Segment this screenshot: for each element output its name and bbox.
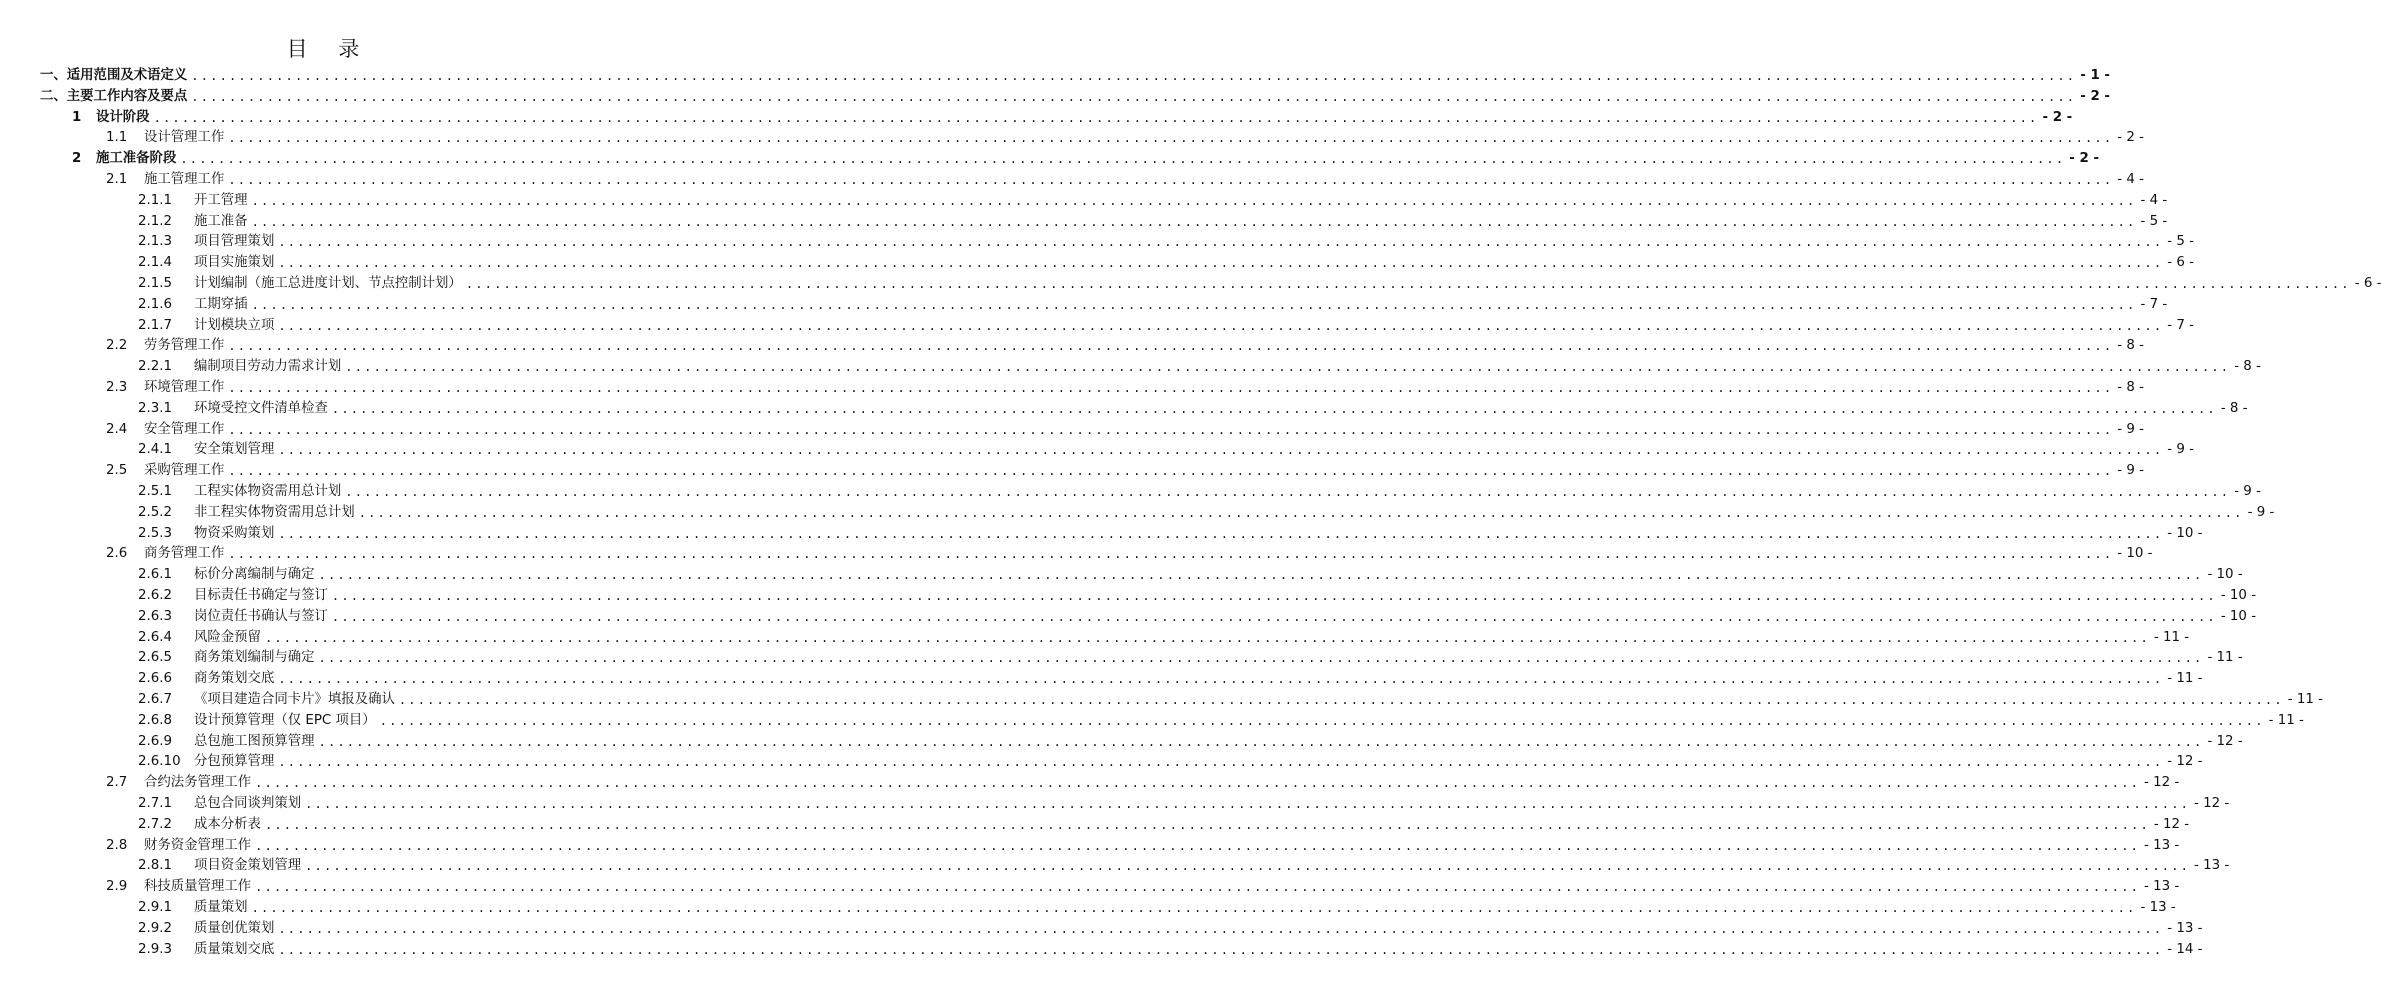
toc-entry-number: 2.1.2 <box>138 213 173 229</box>
toc-entry-number: 2.9.2 <box>138 920 173 936</box>
toc-entry-number: 2.6.4 <box>138 629 173 645</box>
toc-leader-dots: ........................................................................................................................................................................................................ <box>278 443 2164 458</box>
toc-entry[interactable] <box>138 628 2190 649</box>
toc-entry-label: 施工准备阶段 <box>96 151 177 167</box>
toc-entry-number: 2.6.9 <box>138 733 173 749</box>
toc-entry-page: - 10 - <box>2207 567 2243 583</box>
toc-entry[interactable] <box>138 690 2323 711</box>
toc-entry-number: 2.1.6 <box>138 296 173 312</box>
toc-leader-dots: ........................................................................................................................................................................................................ <box>228 547 2114 562</box>
toc-entry-label: 项目管理策划 <box>194 234 275 250</box>
toc-entry[interactable] <box>138 440 2194 461</box>
toc-entry-label: 工期穿插 <box>194 296 248 312</box>
toc-entry-label: 采购管理工作 <box>144 463 225 479</box>
toc-entry[interactable] <box>138 357 2261 378</box>
toc-leader-dots: ........................................................................................................................................................................................................ <box>318 734 2204 749</box>
toc-entry[interactable] <box>106 420 2144 441</box>
toc-entry-page: - 10 - <box>2220 588 2257 603</box>
toc-entry-page: - 2 - <box>2080 88 2110 104</box>
toc-entry-number: 2.5.3 <box>138 525 173 541</box>
toc-entry-label: 项目资金策划管理 <box>194 858 302 874</box>
toc-entry-label: 环境受控文件清单检查 <box>194 400 328 416</box>
toc-entry-number: 2.9 <box>106 879 128 895</box>
toc-leader-dots: ........................................................................................................................................................................................................ <box>264 817 2150 832</box>
toc-leader-dots: ........................................................................................................................................................................................................ <box>278 526 2164 541</box>
toc-entry[interactable] <box>138 648 2243 669</box>
toc-entry[interactable] <box>138 898 2176 919</box>
toc-entry[interactable] <box>138 711 2304 732</box>
toc-entry[interactable] <box>138 482 2261 503</box>
toc-entry-number: 2.6.7 <box>138 692 173 707</box>
toc-leader-dots: ........................................................................................................................................................................................................ <box>228 422 2114 437</box>
toc-entry-page: - 12 - <box>2194 796 2230 811</box>
toc-entry-number: 2.4 <box>106 421 128 437</box>
toc-entry-label: 二、主要工作内容及要点 <box>40 88 188 104</box>
toc-entry-label: 商务策划编制与确定 <box>194 650 315 666</box>
toc-entry-page: - 14 - <box>2167 941 2203 957</box>
toc-entry-number: 2.2 <box>106 338 128 354</box>
toc-leader-dots: ........................................................................................................................................................................................................ <box>251 901 2137 915</box>
toc-entry-number: 2.5.1 <box>138 484 173 499</box>
toc-leader-dots: ........................................................................................................................................................................................................ <box>153 110 2039 125</box>
toc-entry-label: 设计阶段 <box>96 109 150 125</box>
toc-entry-label: 科技质量管理工作 <box>144 879 252 895</box>
toc-entry-number: 2.3 <box>106 380 128 395</box>
toc-leader-dots: ........................................................................................................................................................................................................ <box>251 193 2137 208</box>
toc-entry-number: 2.6.2 <box>138 588 173 603</box>
toc-entry[interactable] <box>138 316 2194 337</box>
toc-leader-dots: ........................................................................................................................................................................................................ <box>255 776 2141 791</box>
toc-entry-number: 2.6.10 <box>138 754 181 770</box>
toc-entry-page: - 10 - <box>2167 525 2203 541</box>
toc-leader-dots: ........................................................................................................................................................................................................ <box>278 235 2164 250</box>
toc-entry-page: - 2 - <box>2042 109 2073 125</box>
toc-entry-page: - 8 - <box>2220 400 2248 416</box>
toc-entry-page: - 11 - <box>2207 650 2243 666</box>
toc-entry-number: 2.7 <box>106 775 128 791</box>
toc-entry-label: 设计预算管理（仅 EPC 项目） <box>194 712 376 728</box>
toc-entry-page: - 6 - <box>2354 276 2381 291</box>
toc-entry-number: 2.9.3 <box>138 941 173 957</box>
toc-entry[interactable] <box>138 212 2168 233</box>
toc-entry[interactable] <box>138 524 2203 545</box>
toc-entry-page: - 12 - <box>2167 754 2203 770</box>
toc-title: 目 录 <box>286 37 372 61</box>
toc-entry-number: 2.1.3 <box>138 234 173 250</box>
toc-entry[interactable] <box>106 461 2144 482</box>
toc-entry-label: 施工准备 <box>194 213 248 229</box>
toc-entry-number: 2 <box>72 151 82 167</box>
toc-entry-page: - 13 - <box>2167 920 2203 936</box>
toc-entry-page: - 8 - <box>2234 359 2261 375</box>
toc-entry-label: 一、适用范围及术语定义 <box>40 68 188 83</box>
toc-entry-label: 开工管理 <box>194 192 248 208</box>
toc-entry[interactable] <box>106 336 2144 357</box>
toc-entry-number: 2.6.3 <box>138 608 173 624</box>
toc-entry-label: 安全管理工作 <box>144 421 225 437</box>
toc-entry[interactable] <box>138 232 2194 253</box>
toc-entry-number: 2.3.1 <box>138 400 173 416</box>
toc-entry-label: 分包预算管理 <box>194 754 275 770</box>
toc-entry-number: 2.1.1 <box>138 192 173 208</box>
toc-entry-label: 非工程实体物资需用总计划 <box>194 504 355 520</box>
toc-entry[interactable] <box>138 732 2243 753</box>
toc-entry-label: 工程实体物资需用总计划 <box>194 484 342 499</box>
toc-entry-page: - 1 - <box>2080 68 2110 83</box>
toc-entry-number: 2.1 <box>106 172 128 187</box>
toc-entry-number: 2.8 <box>106 837 128 853</box>
toc-entry-page: - 13 - <box>2194 858 2230 874</box>
toc-entry-label: 施工管理工作 <box>144 172 225 187</box>
toc-entry-label: 商务管理工作 <box>144 546 225 562</box>
toc-entry[interactable] <box>106 378 2144 399</box>
toc-entry[interactable] <box>138 565 2243 586</box>
toc-entry-number: 1 <box>72 109 82 125</box>
toc-entry-page: - 2 - <box>2117 130 2144 146</box>
toc-entry-number: 2.5.2 <box>138 504 173 520</box>
toc-entry-page: - 13 - <box>2144 837 2180 853</box>
toc-leader-dots: ........................................................................................................................................................................................................ <box>228 131 2114 146</box>
toc-entry-number: 2.1.7 <box>138 317 173 333</box>
toc-entry-page: - 10 - <box>2220 608 2257 624</box>
toc-entry-number: 2.6.1 <box>138 567 173 583</box>
toc-entry-page: - 11 - <box>2153 629 2190 645</box>
toc-entry-page: - 7 - <box>2140 296 2168 312</box>
toc-entry-page: - 13 - <box>2140 900 2176 915</box>
toc-leader-dots: ........................................................................................................................................................................................................ <box>278 318 2164 333</box>
toc-entry-label: 质量策划交底 <box>194 941 275 957</box>
toc-leader-dots: ........................................................................................................................................................................................................ <box>278 921 2164 936</box>
toc-leader-dots: ........................................................................................................................................................................................................ <box>251 214 2137 229</box>
toc-leader-dots: ........................................................................................................................................................................................................ <box>264 630 2150 645</box>
toc-leader-dots: ........................................................................................................................................................................................................ <box>191 69 2077 83</box>
toc-entry[interactable] <box>138 503 2275 524</box>
toc-entry-page: - 13 - <box>2144 879 2180 895</box>
toc-leader-dots: ........................................................................................................................................................................................................ <box>331 589 2217 603</box>
toc-entry-label: 设计管理工作 <box>144 130 225 146</box>
toc-entry[interactable] <box>138 607 2257 628</box>
toc-entry[interactable] <box>138 295 2168 316</box>
toc-leader-dots: ........................................................................................................................................................................................................ <box>465 277 2351 291</box>
toc-entry[interactable] <box>138 752 2203 773</box>
toc-entry[interactable] <box>106 170 2144 191</box>
toc-entry[interactable] <box>72 108 2073 129</box>
toc-entry-label: 物资采购策划 <box>194 525 275 541</box>
toc-entry[interactable] <box>138 856 2230 877</box>
toc-leader-dots: ........................................................................................................................................................................................................ <box>180 152 2066 167</box>
toc-entry-page: - 11 - <box>2268 712 2304 728</box>
toc-entry-number: 2.7.1 <box>138 796 173 811</box>
toc-entry-number: 2.4.1 <box>138 442 173 458</box>
toc-leader-dots: ........................................................................................................................................................................................................ <box>331 401 2217 416</box>
toc-entry-page: - 10 - <box>2117 546 2153 562</box>
toc-entry-label: 编制项目劳动力需求计划 <box>194 359 342 375</box>
toc-entry[interactable] <box>40 66 2110 87</box>
toc-entry[interactable] <box>106 773 2180 794</box>
toc-leader-dots: ........................................................................................................................................................................................................ <box>305 797 2191 811</box>
toc-leader-dots: ........................................................................................................................................................................................................ <box>228 339 2114 354</box>
toc-entry-page: - 7 - <box>2167 317 2194 333</box>
toc-entry[interactable] <box>106 877 2180 898</box>
toc-leader-dots: ........................................................................................................................................................................................................ <box>379 713 2265 728</box>
toc-entry-label: 项目实施策划 <box>194 255 275 271</box>
toc-leader-dots: ........................................................................................................................................................................................................ <box>398 693 2284 707</box>
toc-entry-label: 成本分析表 <box>194 816 261 832</box>
toc-entry[interactable] <box>138 253 2194 274</box>
toc-leader-dots: ........................................................................................................................................................................................................ <box>331 609 2217 624</box>
toc-entry-page: - 5 - <box>2167 234 2194 250</box>
toc-leader-dots: ........................................................................................................................................................................................................ <box>228 464 2114 479</box>
toc-entry[interactable] <box>138 586 2257 607</box>
toc-entry-page: - 2 - <box>2069 151 2100 167</box>
toc-entry[interactable] <box>138 919 2203 940</box>
toc-leader-dots: ........................................................................................................................................................................................................ <box>255 880 2141 895</box>
toc-entry-label: 总包施工图预算管理 <box>194 733 315 749</box>
toc-entry-number: 2.6 <box>106 546 128 562</box>
toc-entry-label: 计划编制（施工总进度计划、节点控制计划） <box>194 276 462 291</box>
toc-entry[interactable] <box>72 149 2100 170</box>
toc-entry[interactable] <box>138 794 2230 815</box>
toc-entry-page: - 9 - <box>2247 504 2275 520</box>
toc-entry[interactable] <box>138 669 2203 690</box>
toc-entry-label: 财务资金管理工作 <box>144 837 252 853</box>
toc-entry-page: - 4 - <box>2140 192 2168 208</box>
toc-entry-number: 2.2.1 <box>138 359 173 375</box>
toc-entry-number: 2.1.4 <box>138 255 173 271</box>
toc-entry-page: - 9 - <box>2117 421 2144 437</box>
toc-leader-dots: ........................................................................................................................................................................................................ <box>345 485 2231 499</box>
toc-entry-label: 安全策划管理 <box>194 442 275 458</box>
toc-entry-page: - 12 - <box>2207 733 2243 749</box>
toc-entry[interactable] <box>138 399 2248 420</box>
toc-entry[interactable] <box>138 274 2381 295</box>
toc-entry-label: 环境管理工作 <box>144 380 225 395</box>
toc-entry-label: 风险金预留 <box>194 629 261 645</box>
toc-entry-label: 计划模块立项 <box>194 317 275 333</box>
toc-leader-dots: ........................................................................................................................................................................................................ <box>305 859 2191 874</box>
toc-entry-label: 合约法务管理工作 <box>144 775 252 791</box>
toc-entry-number: 2.7.2 <box>138 816 173 832</box>
toc-leader-dots: ........................................................................................................................................................................................................ <box>278 942 2164 957</box>
toc-entry[interactable] <box>138 940 2203 961</box>
toc-entry-page: - 9 - <box>2167 442 2194 458</box>
toc-entry-number: 2.5 <box>106 463 128 479</box>
toc-leader-dots: ........................................................................................................................................................................................................ <box>255 838 2141 853</box>
toc-entry-number: 2.9.1 <box>138 900 173 915</box>
toc-entry[interactable] <box>106 544 2153 565</box>
toc-entry-label: 岗位责任书确认与签订 <box>194 608 328 624</box>
toc-entry-number: 2.1.5 <box>138 276 173 291</box>
toc-entry-page: - 11 - <box>2287 692 2323 707</box>
toc-entry-page: - 9 - <box>2117 463 2144 479</box>
toc-entry-label: 总包合同谈判策划 <box>194 796 302 811</box>
toc-entry[interactable] <box>106 128 2144 149</box>
toc-entry-page: - 4 - <box>2117 172 2144 187</box>
toc-entry-label: 标价分离编制与确定 <box>194 567 315 583</box>
toc-leader-dots: ........................................................................................................................................................................................................ <box>228 381 2114 395</box>
toc-entry-label: 劳务管理工作 <box>144 338 225 354</box>
toc-entry-label: 商务策划交底 <box>194 671 275 687</box>
toc-leader-dots: ........................................................................................................................................................................................................ <box>228 173 2114 187</box>
toc-entry-label: 质量策划 <box>194 900 248 915</box>
toc-entry[interactable] <box>138 815 2190 836</box>
toc-leader-dots: ........................................................................................................................................................................................................ <box>358 505 2244 520</box>
toc-leader-dots: ........................................................................................................................................................................................................ <box>278 256 2164 271</box>
toc-leader-dots: ........................................................................................................................................................................................................ <box>191 89 2077 104</box>
toc-entry[interactable] <box>138 191 2168 212</box>
toc-leader-dots: ........................................................................................................................................................................................................ <box>278 755 2164 770</box>
toc-entry-label: 《项目建造合同卡片》填报及确认 <box>194 692 395 707</box>
toc-leader-dots: ........................................................................................................................................................................................................ <box>278 672 2164 687</box>
toc-entry-number: 2.6.6 <box>138 671 173 687</box>
toc-entry-label: 目标责任书确定与签订 <box>194 588 328 603</box>
toc-entry-page: - 5 - <box>2140 213 2168 229</box>
toc-leader-dots: ........................................................................................................................................................................................................ <box>251 297 2137 312</box>
toc-entry-number: 2.6.5 <box>138 650 173 666</box>
toc-leader-dots: ........................................................................................................................................................................................................ <box>345 360 2231 375</box>
toc-entry-number: 2.8.1 <box>138 858 173 874</box>
toc-entry-page: - 6 - <box>2167 255 2194 271</box>
toc-entry[interactable] <box>106 836 2180 857</box>
toc-entry-page: - 9 - <box>2234 484 2261 499</box>
toc-entry-number: 1.1 <box>106 130 128 146</box>
toc-entry-page: - 8 - <box>2117 380 2144 395</box>
toc-entry-page: - 8 - <box>2117 338 2144 354</box>
toc-entry-label: 质量创优策划 <box>194 920 275 936</box>
toc-entry-number: 2.6.8 <box>138 712 173 728</box>
toc-entry[interactable] <box>40 87 2110 108</box>
toc-entry-page: - 12 - <box>2144 775 2180 791</box>
toc-entry-page: - 12 - <box>2153 816 2190 832</box>
toc-leader-dots: ........................................................................................................................................................................................................ <box>318 568 2204 583</box>
toc-entry-page: - 11 - <box>2167 671 2203 687</box>
toc-leader-dots: ........................................................................................................................................................................................................ <box>318 651 2204 666</box>
